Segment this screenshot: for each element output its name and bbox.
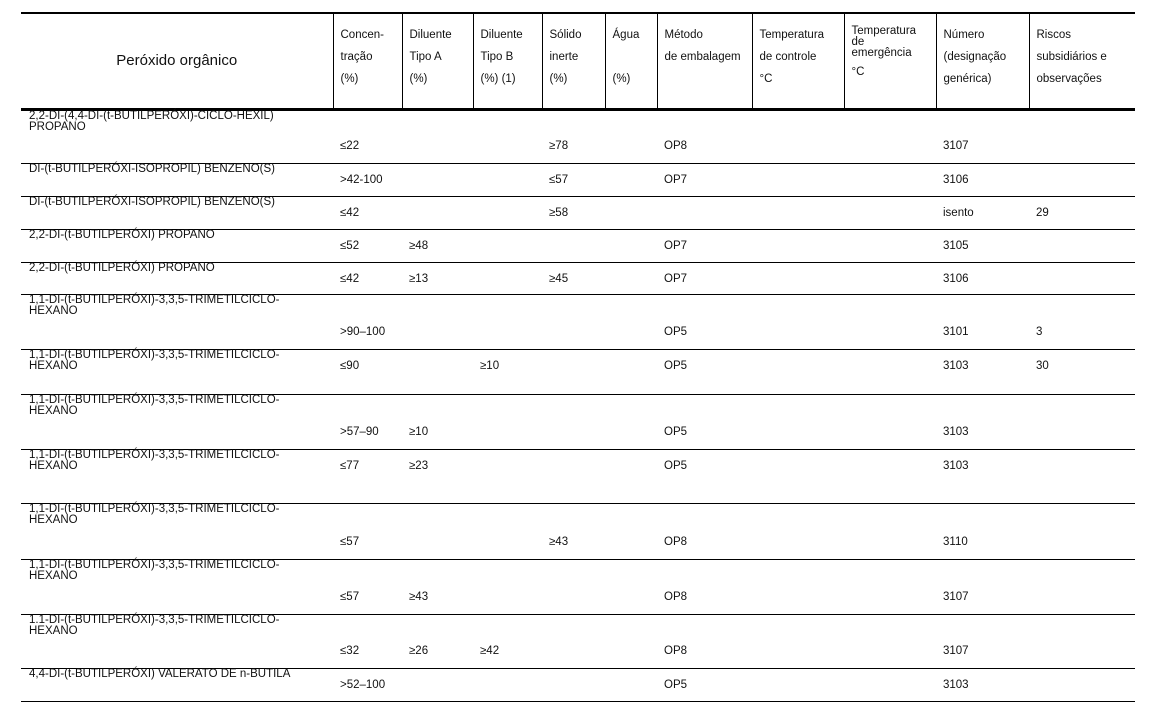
cell-emergency-temp [844, 295, 936, 350]
cell-peroxide-name: 2,2-DI-(t-BUTILPERÓXI) PROPANO [21, 263, 333, 295]
header-peroxide: Peróxido orgânico [21, 13, 333, 110]
cell-solid-inert: ≥58 [542, 197, 605, 230]
cell-diluent-b [473, 263, 542, 295]
cell-concentration: >90–100 [333, 295, 402, 350]
cell-peroxide-name: DI-(t-BUTILPERÓXI-ISOPROPIL) BENZENO(S) [21, 197, 333, 230]
cell-emergency-temp [844, 560, 936, 615]
cell-diluent-b [473, 450, 542, 504]
cell-water [605, 395, 657, 450]
cell-diluent-a [402, 164, 473, 197]
cell-concentration: ≤57 [333, 560, 402, 615]
cell-diluent-a: ≥23 [402, 450, 473, 504]
cell-peroxide-name: 1,1-DI-(t-BUTILPERÓXI)-3,3,5-TRIMETILCICLO- HEXANO [21, 395, 333, 450]
table-body [21, 110, 1135, 702]
cell-solid-inert [542, 395, 605, 450]
cell-emergency-temp [844, 230, 936, 263]
cell-diluent-b [473, 295, 542, 350]
cell-concentration: ≤77 [333, 450, 402, 504]
cell-peroxide-name: 1,1-DI-(t-BUTILPERÓXI)-3,3,5-TRIMETILCICLO- HEXANO [21, 350, 333, 395]
header-emergency-temp-label: Temperatura de emergência [851, 25, 917, 59]
cell-water [605, 504, 657, 560]
cell-un-number: 3106 [936, 263, 1029, 295]
cell-water [605, 450, 657, 504]
cell-solid-inert: ≤57 [542, 164, 605, 197]
cell-risks [1029, 263, 1135, 295]
cell-diluent-a [402, 669, 473, 702]
table-row [21, 230, 1135, 263]
cell-peroxide-name: 2,2-DI-(4,4-DI-(t-BUTILPERÓXI)-CICLO-HEXIL) PROPANO [21, 110, 333, 164]
cell-concentration: ≤57 [333, 504, 402, 560]
cell-risks: 30 [1029, 350, 1135, 395]
cell-emergency-temp [844, 669, 936, 702]
cell-concentration: >57–90 [333, 395, 402, 450]
cell-diluent-a [402, 504, 473, 560]
cell-solid-inert [542, 295, 605, 350]
cell-solid-inert: ≥78 [542, 110, 605, 164]
cell-concentration: ≤90 [333, 350, 402, 395]
cell-diluent-a [402, 197, 473, 230]
cell-diluent-b: ≥42 [473, 615, 542, 669]
cell-concentration: >52–100 [333, 669, 402, 702]
cell-water [605, 615, 657, 669]
cell-packing-method: OP5 [657, 450, 752, 504]
cell-diluent-a [402, 295, 473, 350]
table-row [21, 164, 1135, 197]
cell-solid-inert [542, 230, 605, 263]
table-row [21, 197, 1135, 230]
header-control-temp: Temperatura de controle °C [752, 13, 844, 110]
cell-diluent-b [473, 230, 542, 263]
cell-peroxide-name: 2,2-DI-(t-BUTILPERÓXI) PROPANO [21, 230, 333, 263]
cell-solid-inert [542, 350, 605, 395]
cell-peroxide-name: DI-(t-BUTILPERÓXI-ISOPROPIL) BENZENO(S) [21, 164, 333, 197]
cell-emergency-temp [844, 164, 936, 197]
cell-solid-inert [542, 450, 605, 504]
cell-peroxide-name: 1,1-DI-(t-BUTILPERÓXI)-3,3,5-TRIMETILCICLO- HEXANO [21, 560, 333, 615]
cell-control-temp [752, 263, 844, 295]
table-row [21, 263, 1135, 295]
header-diluent-a: Diluente Tipo A (%) [402, 13, 473, 110]
cell-control-temp [752, 669, 844, 702]
cell-packing-method: OP8 [657, 110, 752, 164]
cell-emergency-temp [844, 110, 936, 164]
cell-solid-inert [542, 615, 605, 669]
cell-packing-method: OP5 [657, 350, 752, 395]
cell-diluent-b: ≥10 [473, 350, 542, 395]
cell-un-number: 3105 [936, 230, 1029, 263]
cell-control-temp [752, 295, 844, 350]
cell-packing-method: OP8 [657, 504, 752, 560]
cell-packing-method: OP7 [657, 164, 752, 197]
cell-emergency-temp [844, 395, 936, 450]
cell-concentration: ≤42 [333, 197, 402, 230]
cell-diluent-a: ≥10 [402, 395, 473, 450]
cell-packing-method: OP7 [657, 230, 752, 263]
cell-diluent-b [473, 504, 542, 560]
header-emergency-temp-unit: °C [851, 66, 865, 78]
header-packing-method: Método de embalagem [657, 13, 752, 110]
cell-risks [1029, 450, 1135, 504]
cell-control-temp [752, 350, 844, 395]
cell-packing-method [657, 197, 752, 230]
cell-un-number: 3106 [936, 164, 1029, 197]
cell-emergency-temp [844, 197, 936, 230]
cell-packing-method: OP5 [657, 395, 752, 450]
cell-water [605, 110, 657, 164]
cell-emergency-temp [844, 615, 936, 669]
cell-peroxide-name: 1,1-DI-(t-BUTILPERÓXI)-3,3,5-TRIMETILCICLO- HEXANO [21, 450, 333, 504]
cell-risks [1029, 504, 1135, 560]
cell-peroxide-name: 1,1-DI-(t-BUTILPERÓXI)-3,3,5-TRIMETILCICLO- HEXANO [21, 295, 333, 350]
cell-control-temp [752, 164, 844, 197]
cell-water [605, 164, 657, 197]
cell-risks [1029, 395, 1135, 450]
cell-concentration: ≤52 [333, 230, 402, 263]
cell-solid-inert: ≥45 [542, 263, 605, 295]
cell-packing-method: OP8 [657, 615, 752, 669]
cell-un-number: 3107 [936, 560, 1029, 615]
cell-risks [1029, 110, 1135, 164]
cell-solid-inert: ≥43 [542, 504, 605, 560]
cell-packing-method: OP5 [657, 669, 752, 702]
cell-solid-inert [542, 560, 605, 615]
cell-control-temp [752, 197, 844, 230]
cell-water [605, 263, 657, 295]
cell-diluent-a [402, 350, 473, 395]
cell-concentration: ≤32 [333, 615, 402, 669]
table-row [21, 504, 1135, 560]
cell-control-temp [752, 395, 844, 450]
cell-un-number: 3103 [936, 450, 1029, 504]
cell-risks [1029, 164, 1135, 197]
cell-control-temp [752, 615, 844, 669]
cell-un-number: 3107 [936, 110, 1029, 164]
table-row [21, 395, 1135, 450]
cell-packing-method: OP8 [657, 560, 752, 615]
cell-packing-method: OP7 [657, 263, 752, 295]
cell-water [605, 669, 657, 702]
header-emergency-temp [844, 13, 936, 110]
cell-diluent-b [473, 560, 542, 615]
cell-solid-inert [542, 669, 605, 702]
cell-risks [1029, 615, 1135, 669]
cell-diluent-a: ≥26 [402, 615, 473, 669]
cell-risks [1029, 230, 1135, 263]
cell-diluent-b [473, 669, 542, 702]
cell-diluent-b [473, 197, 542, 230]
cell-diluent-b [473, 164, 542, 197]
cell-control-temp [752, 110, 844, 164]
cell-water [605, 197, 657, 230]
cell-control-temp [752, 504, 844, 560]
cell-water [605, 350, 657, 395]
table-row [21, 450, 1135, 504]
cell-diluent-a [402, 110, 473, 164]
cell-water [605, 230, 657, 263]
header-row [21, 13, 1135, 110]
header-water: Água (%) [605, 13, 657, 110]
peroxide-table [21, 12, 1135, 702]
cell-diluent-a: ≥13 [402, 263, 473, 295]
cell-water [605, 560, 657, 615]
cell-un-number: 3103 [936, 350, 1029, 395]
cell-emergency-temp [844, 263, 936, 295]
table-row [21, 615, 1135, 669]
cell-emergency-temp [844, 450, 936, 504]
cell-concentration: ≤42 [333, 263, 402, 295]
header-un-number: Número (designação genérica) [936, 13, 1029, 110]
cell-diluent-b [473, 110, 542, 164]
cell-control-temp [752, 450, 844, 504]
cell-emergency-temp [844, 504, 936, 560]
header-solid-inert: Sólido inerte (%) [542, 13, 605, 110]
cell-control-temp [752, 230, 844, 263]
cell-diluent-a: ≥43 [402, 560, 473, 615]
cell-un-number: 3103 [936, 669, 1029, 702]
cell-diluent-b [473, 395, 542, 450]
cell-risks: 29 [1029, 197, 1135, 230]
cell-concentration: ≤22 [333, 110, 402, 164]
cell-un-number: 3107 [936, 615, 1029, 669]
cell-un-number: 3103 [936, 395, 1029, 450]
cell-peroxide-name: 1,1-DI-(t-BUTILPERÓXI)-3,3,5-TRIMETILCICLO- HEXANO [21, 504, 333, 560]
cell-un-number: 3101 [936, 295, 1029, 350]
cell-peroxide-name: 4,4-DI-(t-BUTILPERÓXI) VALERATO DE n-BUTILA [21, 669, 333, 702]
cell-risks: 3 [1029, 295, 1135, 350]
header-concentration: Concen- tração (%) [333, 13, 402, 110]
table-row [21, 295, 1135, 350]
cell-risks [1029, 560, 1135, 615]
table-row [21, 669, 1135, 702]
cell-peroxide-name: 1.1-DI-(t-BUTILPERÓXI)-3,3,5-TRIMETILCICLO- HEXANO [21, 615, 333, 669]
cell-emergency-temp [844, 350, 936, 395]
cell-water [605, 295, 657, 350]
cell-un-number: isento [936, 197, 1029, 230]
table-row [21, 560, 1135, 615]
cell-packing-method: OP5 [657, 295, 752, 350]
header-risks: Riscos subsidiários e observações [1029, 13, 1135, 110]
cell-control-temp [752, 560, 844, 615]
header-diluent-b: Diluente Tipo B (%) (1) [473, 13, 542, 110]
cell-risks [1029, 669, 1135, 702]
table-row [21, 350, 1135, 395]
table-row [21, 110, 1135, 164]
cell-concentration: >42-100 [333, 164, 402, 197]
cell-un-number: 3110 [936, 504, 1029, 560]
cell-diluent-a: ≥48 [402, 230, 473, 263]
